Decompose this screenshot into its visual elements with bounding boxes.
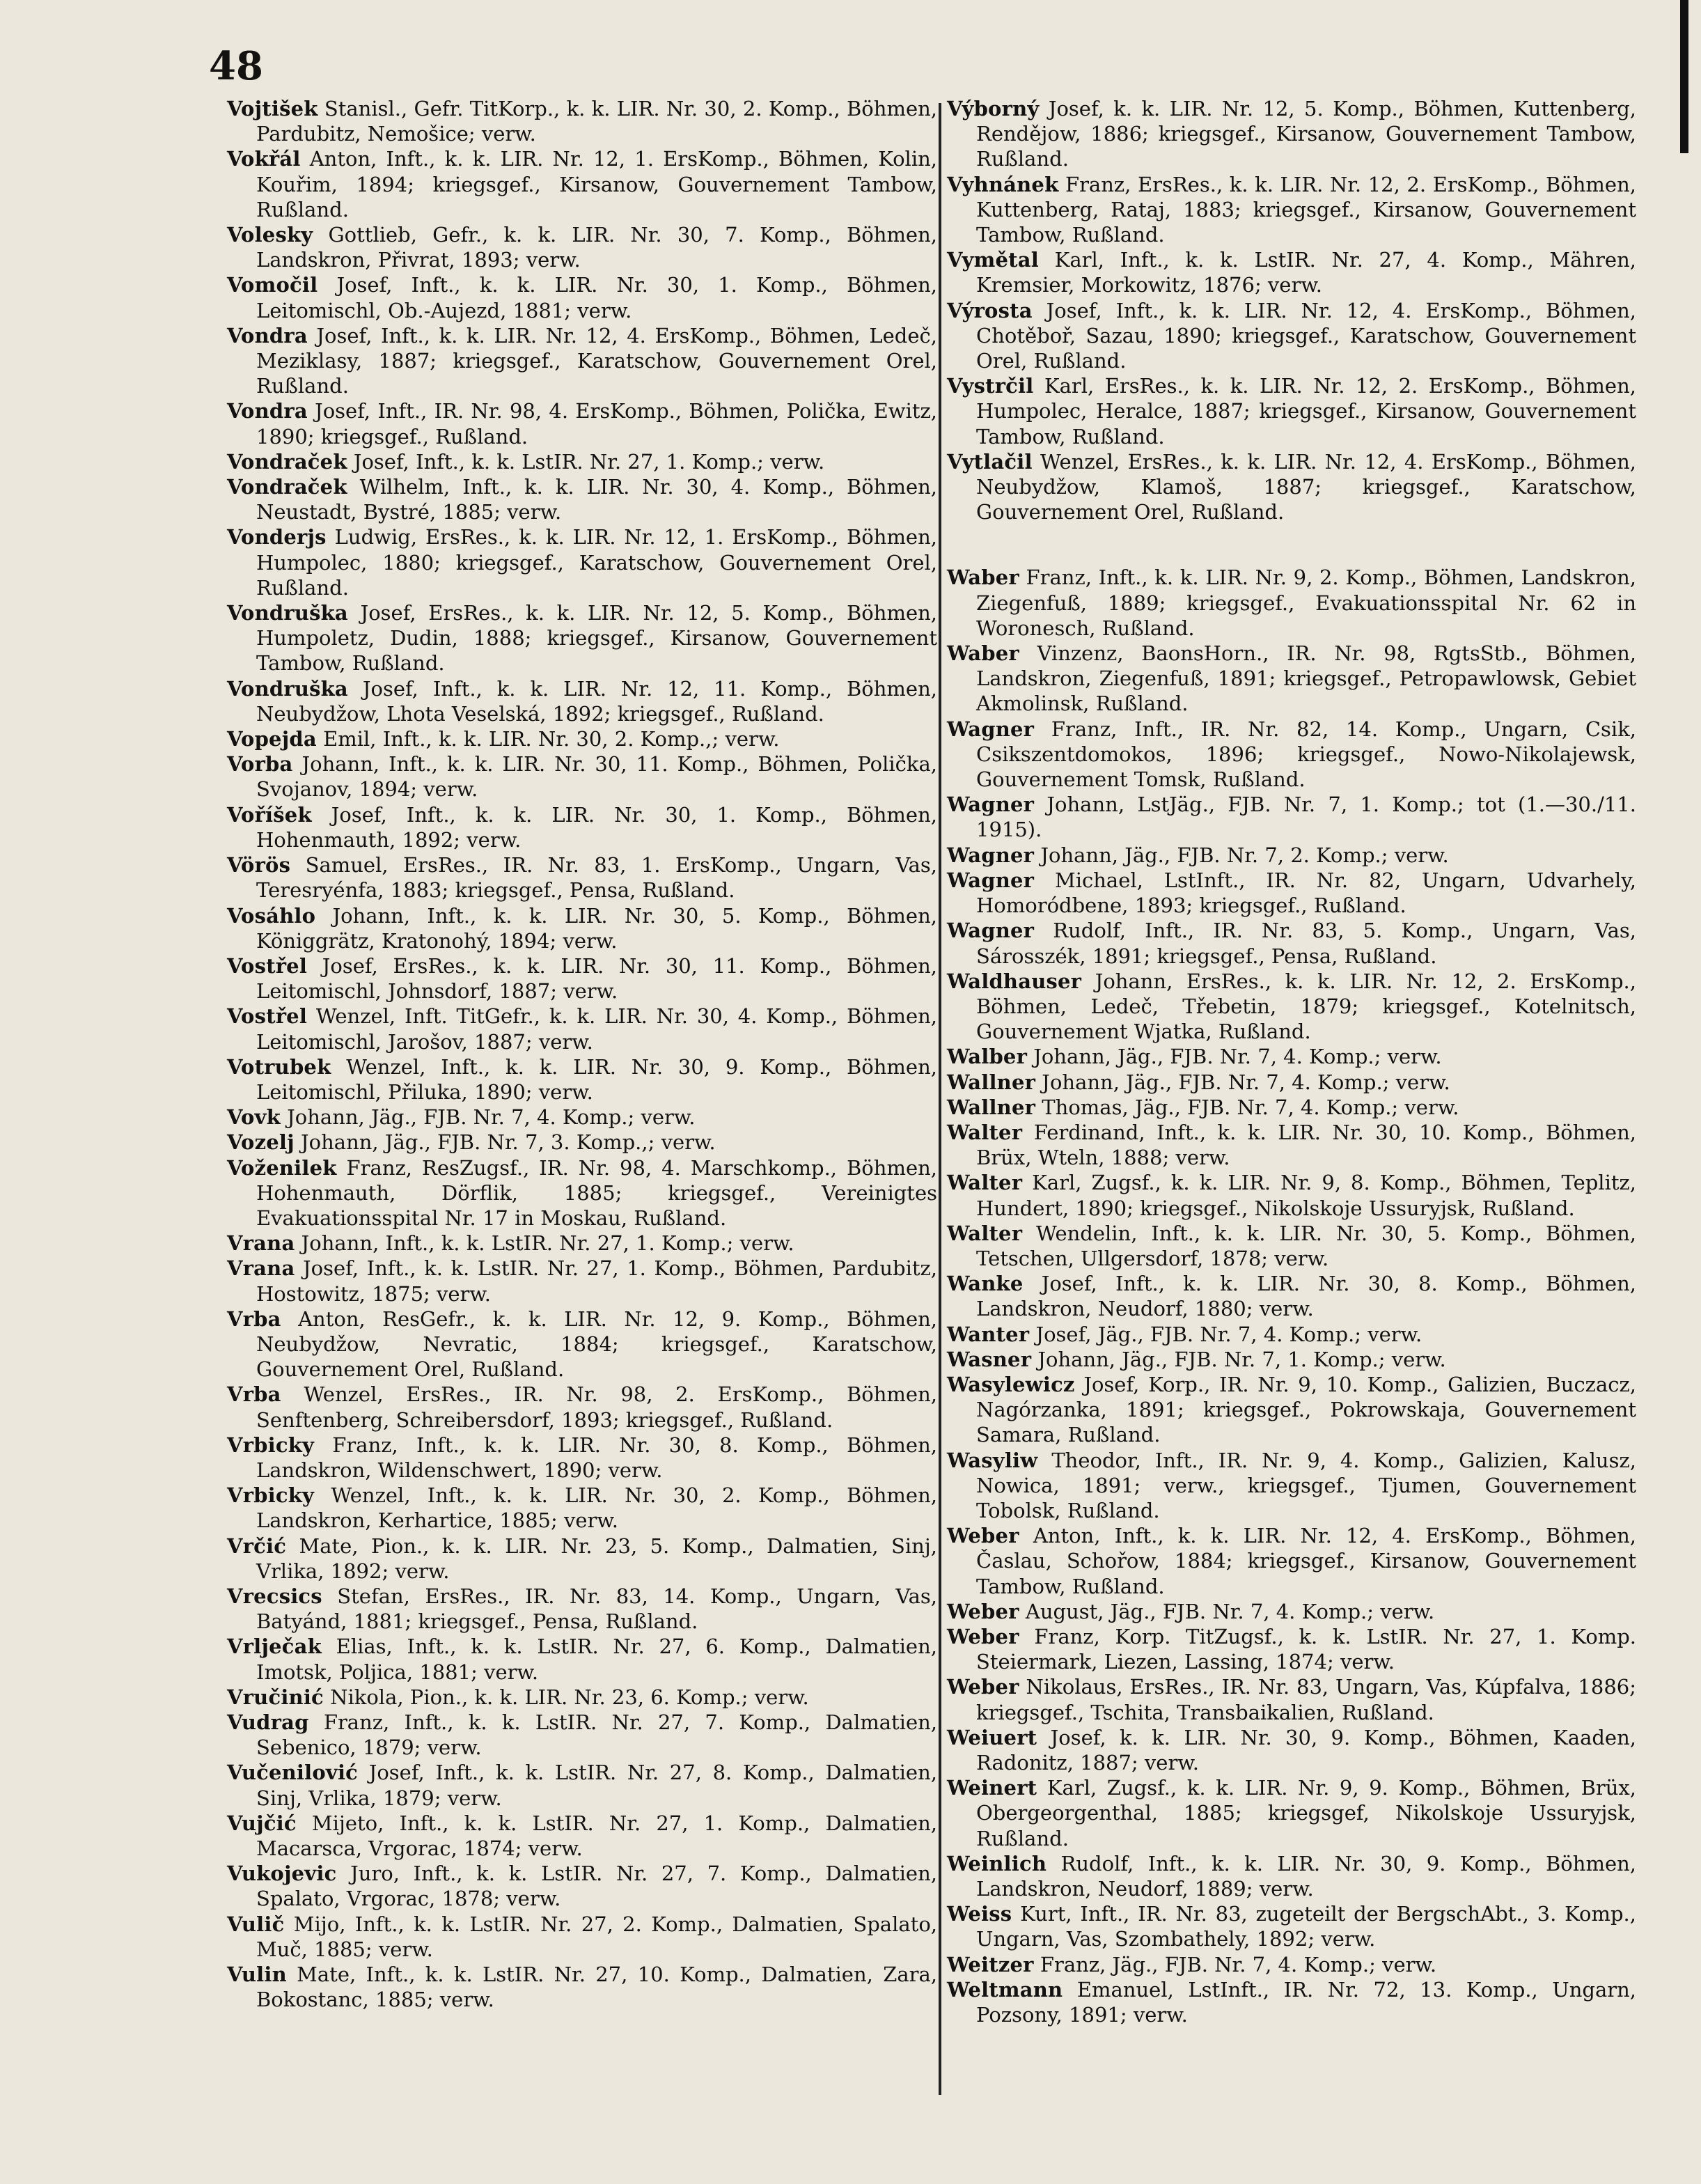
entry-surname: Vručinić [227,1685,324,1709]
list-entry [227,1760,937,1810]
list-entry [947,96,1636,172]
entry-details: Josef, Jäg., FJB. Nr. 7, 4. Komp.; verw. [1029,1322,1422,1346]
list-entry [227,1130,937,1155]
list-entry [227,676,937,726]
entry-surname: Weiss [947,1902,1012,1926]
entry-details: Josef, Inft., k. k. LIR. Nr. 12, 4. ErsKomp., Böhmen, Chotěboř, Sazau, 1890; kriegsgef., Karatschow, Gouvernement Orel, Rußland. [976,298,1636,373]
entry-details: Theodor, Inft., IR. Nr. 9, 4. Komp., Galizien, Kalusz, Nowica, 1891; verw., kriegsgef., Tjumen, Gouvernement Tobolsk, Rußland. [976,1448,1636,1522]
list-entry [227,146,937,222]
entry-surname: Weltmann [947,1977,1063,2002]
entry-details: Josef, Inft., IR. Nr. 98, 4. ErsKomp., Böhmen, Polička, Ewitz, 1890; kriegsgef., Rußland. [256,399,937,448]
entry-surname: Vrecsics [227,1584,322,1608]
list-entry [227,222,937,272]
entry-details: Franz, Inft., k. k. LIR. Nr. 9, 2. Komp., Böhmen, Landskron, Ziegenfuß, 1889; kriegsgef., Evakuationsspital Nr. 62 in Woronesch, Rußland. [976,566,1636,640]
list-entry [227,726,937,751]
list-entry [227,272,937,322]
entry-surname: Vopejda [227,727,317,751]
entry-surname: Wallner [947,1095,1036,1119]
right-column [947,96,1636,2027]
entry-surname: Weber [947,1524,1019,1548]
list-entry [227,1685,937,1710]
list-entry [227,852,937,903]
entry-surname: Wanter [947,1322,1030,1346]
list-entry [227,1231,937,1256]
entry-details: Thomas, Jäg., FJB. Nr. 7, 4. Komp.; verw. [1035,1095,1459,1119]
entry-details: Vinzenz, BaonsHorn., IR. Nr. 98, RgtsStb., Böhmen, Landskron, Ziegenfuß, 1891; kriegsgef., Petropawlowsk, Gebiet Akmolinsk, Rußland. [976,641,1636,716]
entry-surname: Vulin [227,1963,287,1987]
list-entry [227,1004,937,1054]
entry-details: Wenzel, Inft. TitGefr., k. k. LIR. Nr. 30, 4. Komp., Böhmen, Leitomischl, Jarošov, 1887; verw. [256,1004,937,1054]
entry-details: Josef, Inft., k. k. LIR. Nr. 12, 4. ErsKomp., Böhmen, Ledeč, Meziklasy, 1887; kriegsgef., Karatschow, Gouvernement Orel, Rußland. [256,323,937,398]
entry-surname: Wanke [947,1272,1024,1296]
entry-details: Josef, k. k. LIR. Nr. 30, 9. Komp., Böhmen, Kaaden, Radonitz, 1887; verw. [976,1725,1636,1774]
list-entry [947,449,1636,525]
list-entry [227,1811,937,1861]
list-entry [947,717,1636,793]
entry-surname: Weber [947,1624,1019,1648]
list-entry [947,1977,1636,2027]
entry-surname: Vostřel [227,1004,308,1029]
entry-surname: Vrana [227,1231,295,1256]
entry-surname: Vörös [227,853,291,878]
entry-surname: Weinlich [947,1851,1047,1875]
entry-details: Wenzel, Inft., k. k. LIR. Nr. 30, 2. Komp., Böhmen, Landskron, Kerhartice, 1885; verw. [256,1483,937,1533]
page-number: 48 [209,43,263,89]
entry-details: Johann, Jäg., FJB. Nr. 7, 2. Komp.; verw. [1034,843,1449,867]
list-entry [947,918,1636,968]
entry-details: Johann, Jäg., FJB. Nr. 7, 4. Komp.; verw. [280,1105,696,1130]
entry-surname: Wallner [947,1070,1036,1094]
list-entry [947,1674,1636,1724]
list-entry [227,1962,937,2012]
entry-details: Johann, Jäg., FJB. Nr. 7, 4. Komp.; verw. [1035,1070,1450,1094]
entry-details: Franz, Inft., k. k. LIR. Nr. 30, 8. Komp., Böhmen, Landskron, Wildenschwert, 1890; verw. [256,1433,937,1482]
list-entry [947,1372,1636,1448]
entry-details: Josef, Inft., k. k. LIR. Nr. 30, 8. Komp., Böhmen, Landskron, Neudorf, 1880; verw. [976,1272,1636,1321]
entry-surname: Waldhauser [947,969,1082,993]
entry-surname: Vujčić [227,1811,297,1835]
entry-details: Stanisl., Gefr. TitKorp., k. k. LIR. Nr. 30, 2. Komp., Böhmen, Pardubitz, Nemošice; verw. [256,97,937,146]
left-column [227,96,937,2012]
list-entry [227,1054,937,1105]
entry-details: Josef, Inft., k. k. LIR. Nr. 30, 1. Komp., Böhmen, Hohenmauth, 1892; verw. [256,802,937,852]
entry-surname: Vulič [227,1912,285,1936]
list-entry [947,843,1636,868]
entry-surname: Vozelj [227,1130,295,1155]
list-entry [227,474,937,524]
entry-details: Johann, Jäg., FJB. Nr. 7, 3. Komp.,; verw. [294,1130,716,1155]
entry-details: Johann, Inft., k. k. LIR. Nr. 30, 11. Komp., Böhmen, Polička, Svojanov, 1894; verw. [256,752,937,802]
list-entry [227,1382,937,1432]
entry-list-w [947,565,1636,2027]
list-entry [947,641,1636,717]
entry-details: Franz, Inft., k. k. LstIR. Nr. 27, 7. Komp., Dalmatien, Sebenico, 1879; verw. [256,1710,937,1760]
entry-surname: Wagner [947,919,1035,943]
list-entry [947,1523,1636,1599]
list-entry [947,565,1636,641]
entry-details: Anton, Inft., k. k. LIR. Nr. 12, 4. ErsKomp., Böhmen, Časlau, Schořow, 1884; kriegsgef., Kirsanow, Gouvernement Tambow, Rußland. [976,1524,1636,1598]
list-entry [227,1483,937,1533]
entry-details: Franz, Inft., IR. Nr. 82, 14. Komp., Ungarn, Csik, Csikszentdomokos, 1896; kriegsgef., Nowo-Nikolajewsk, Gouvernement Tomsk, Rußland. [976,717,1636,792]
entry-surname: Weinert [947,1776,1037,1800]
list-entry [947,1624,1636,1674]
list-entry [227,802,937,852]
entry-details: Karl, ErsRes., k. k. LIR. Nr. 12, 2. ErsKomp., Böhmen, Humpolec, Heralce, 1887; kriegsgef., Kirsanow, Gouvernement Tambow, Rußland. [976,374,1636,448]
list-entry [947,1347,1636,1372]
entry-details: Johann, LstJäg., FJB. Nr. 7, 1. Komp.; tot (1.—30./11. 1915). [976,793,1636,842]
list-entry [227,96,937,146]
list-entry [947,868,1636,918]
column-divider [939,103,941,2095]
entry-details: Josef, Inft., k. k. LstIR. Nr. 27, 1. Komp., Böhmen, Pardubitz, Hostowitz, 1875; verw. [256,1256,937,1306]
entry-details: Franz, ResZugsf., IR. Nr. 98, 4. Marschkomp., Böhmen, Hohenmauth, Dörflik, 1885; kriegsgef., Vereinigtes Evakuationsspital Nr. 17 in Moskau, Rußland. [256,1155,937,1230]
entry-details: Josef, Inft., k. k. LstIR. Nr. 27, 1. Komp.; verw. [347,449,825,474]
entry-details: Mijo, Inft., k. k. LstIR. Nr. 27, 2. Komp., Dalmatien, Spalato, Muč, 1885; verw. [256,1912,937,1961]
list-entry [227,449,937,474]
entry-surname: Vukojevic [227,1862,337,1886]
list-entry [227,1433,937,1483]
entry-details: Rudolf, Inft., IR. Nr. 83, 5. Komp., Ungarn, Vas, Sárosszék, 1891; kriegsgef., Pensa, Rußland. [976,919,1636,968]
entry-surname: Walter [947,1120,1023,1144]
entry-details: Stefan, ErsRes., IR. Nr. 83, 14. Komp., Ungarn, Vas, Batyánd, 1881; kriegsgef., Pensa, Rußland. [256,1584,937,1634]
list-entry [227,524,937,600]
entry-surname: Volesky [227,223,313,247]
list-entry [227,600,937,676]
entry-surname: Vondraček [227,475,347,499]
entry-surname: Vondra [227,323,308,348]
entry-details: Nikola, Pion., k. k. LIR. Nr. 23, 6. Komp.; verw. [323,1685,809,1709]
entry-surname: Vondruška [227,601,348,625]
list-entry [227,1912,937,1962]
entry-details: Elias, Inft., k. k. LstIR. Nr. 27, 6. Komp., Dalmatien, Imotsk, Poljica, 1881; verw. [256,1635,937,1684]
entry-surname: Weber [947,1599,1019,1623]
entry-surname: Walter [947,1171,1023,1195]
entry-details: Franz, Jäg., FJB. Nr. 7, 4. Komp.; verw. [1033,1952,1437,1976]
list-entry [947,1095,1636,1120]
entry-surname: Vrbicky [227,1483,315,1508]
entry-surname: Vondraček [227,449,347,474]
entry-surname: Vonderjs [227,525,327,549]
entry-surname: Votrubek [227,1054,331,1079]
entry-details: Anton, ResGefr., k. k. LIR. Nr. 12, 9. Komp., Böhmen, Neubydžow, Nevratic, 1884; kriegsgef., Karatschow, Gouvernement Orel, Rußland. [256,1306,937,1382]
list-entry [947,1070,1636,1095]
entry-surname: Vrlječak [227,1635,322,1659]
entry-surname: Výrosta [947,298,1033,322]
entry-surname: Wagner [947,717,1035,741]
entry-surname: Wasner [947,1347,1032,1371]
entry-surname: Wasylewicz [947,1372,1075,1396]
entry-details: Juro, Inft., k. k. LstIR. Nr. 27, 7. Komp., Dalmatien, Spalato, Vrgorac, 1878; verw. [256,1862,937,1911]
list-entry [947,1044,1636,1069]
entry-surname: Vondruška [227,676,348,701]
list-entry [947,969,1636,1045]
list-entry [947,1901,1636,1951]
entry-details: Wenzel, ErsRes., k. k. LIR. Nr. 12, 4. ErsKomp., Böhmen, Neubydžow, Klamoš, 1887; kriegsgef., Karatschow, Gouvernement Orel, Rußland. [976,449,1636,524]
entry-details: Johann, ErsRes., k. k. LIR. Nr. 12, 2. ErsKomp., Böhmen, Ledeč, Třebetin, 1879; kriegsgef., Kotelnitsch, Gouvernement Wjatka, Rußland. [976,969,1636,1044]
entry-surname: Vudrag [227,1710,309,1734]
entry-details: Franz, Korp. TitZugsf., k. k. LstIR. Nr. 27, 1. Komp. Steiermark, Liezen, Lassing, 1874; verw. [976,1624,1636,1674]
entry-details: Wilhelm, Inft., k. k. LIR. Nr. 30, 4. Komp., Böhmen, Neustadt, Bystré, 1885; verw. [256,475,937,524]
entry-details: Emanuel, LstInft., IR. Nr. 72, 13. Komp., Ungarn, Pozsony, 1891; verw. [976,1977,1636,2027]
entry-details: Johann, Jäg., FJB. Nr. 7, 4. Komp.; verw. [1027,1045,1442,1069]
list-entry [947,1170,1636,1220]
entry-surname: Vymětal [947,248,1039,272]
entry-surname: Vomočil [227,273,318,297]
entry-surname: Wagner [947,793,1035,817]
entry-details: Karl, Zugsf., k. k. LIR. Nr. 9, 8. Komp., Böhmen, Teplitz, Hundert, 1890; kriegsgef., Nikolskoje Ussuryjsk, Rußland. [976,1171,1636,1220]
entry-surname: Weiuert [947,1725,1037,1749]
list-entry [947,1851,1636,1901]
entry-surname: Vrba [227,1382,281,1407]
entry-surname: Vosáhlo [227,903,316,928]
list-entry [947,247,1636,297]
entry-surname: Voženilek [227,1155,337,1180]
entry-list [227,96,937,2012]
entry-surname: Vrčić [227,1534,287,1558]
list-entry [947,1952,1636,1977]
entry-details: Kurt, Inft., IR. Nr. 83, zugeteilt der BergschAbt., 3. Komp., Ungarn, Vas, Szombathely, 1892; verw. [976,1902,1636,1951]
entry-details: Ludwig, ErsRes., k. k. LIR. Nr. 12, 1. ErsKomp., Böhmen, Humpolec, 1880; kriegsgef., Karatschow, Gouvernement Orel, Rußland. [256,525,937,600]
entry-surname: Vučenilović [227,1761,359,1785]
list-entry [227,1155,937,1231]
entry-surname: Výborný [947,97,1040,120]
list-entry [227,1105,937,1130]
entry-details: Franz, ErsRes., k. k. LIR. Nr. 12, 2. ErsKomp., Böhmen, Kuttenberg, Rataj, 1883; kriegsgef., Kirsanow, Gouvernement Tambow, Rußland. [976,172,1636,247]
list-entry [947,1322,1636,1347]
entry-surname: Weitzer [947,1952,1034,1976]
list-entry [227,1710,937,1760]
entry-surname: Vovk [227,1105,281,1130]
list-entry [227,1861,937,1911]
entry-details: Karl, Inft., k. k. LstIR. Nr. 27, 4. Komp., Mähren, Kremsier, Morkowitz, 1876; verw. [976,248,1636,297]
list-entry [947,373,1636,449]
entry-surname: Vrbicky [227,1433,315,1457]
entry-details: Johann, Inft., k. k. LstIR. Nr. 27, 1. Komp.; verw. [295,1231,794,1256]
entry-details: Josef, Inft., k. k. LIR. Nr. 30, 1. Komp., Böhmen, Leitomischl, Ob.-Aujezd, 1881; verw. [256,273,937,322]
entry-surname: Wagner [947,868,1035,892]
entry-surname: Vystrčil [947,374,1034,398]
page-edge-shadow [1680,0,1688,153]
list-entry [227,1634,937,1684]
entry-surname: Vondra [227,399,308,423]
list-entry [227,398,937,448]
list-entry [227,1534,937,1584]
entry-details: Josef, ErsRes., k. k. LIR. Nr. 12, 5. Komp., Böhmen, Humpoletz, Dudin, 1888; kriegsgef., Kirsanow, Gouvernement Tambow, Rußland. [256,601,937,676]
entry-surname: Wasyliw [947,1448,1038,1472]
entry-details: Josef, k. k. LIR. Nr. 12, 5. Komp., Böhmen, Kuttenberg, Rendějow, 1886; kriegsgef., Kirsanow, Gouvernement Tambow, Rußland. [976,97,1636,171]
list-entry [227,953,937,1004]
entry-details: Gottlieb, Gefr., k. k. LIR. Nr. 30, 7. Komp., Böhmen, Landskron, Přivrat, 1893; verw. [256,223,937,272]
entry-details: August, Jäg., FJB. Nr. 7, 4. Komp.; verw. [1019,1599,1435,1623]
entry-details: Mijeto, Inft., k. k. LstIR. Nr. 27, 1. Komp., Dalmatien, Macarsca, Vrgorac, 1874; verw. [256,1811,937,1861]
entry-surname: Vokřál [227,147,301,171]
entry-surname: Vrana [227,1256,295,1281]
list-entry [947,1221,1636,1271]
entry-surname: Waber [947,566,1019,590]
list-entry [947,1599,1636,1624]
entry-surname: Vyhnánek [947,172,1059,196]
entry-details: Josef, Korp., IR. Nr. 9, 10. Komp., Galizien, Buczacz, Nagórzanka, 1891; kriegsgef., Pokrowskaja, Gouvernement Samara, Rußland. [976,1372,1636,1447]
entry-surname: Wagner [947,843,1035,867]
list-entry [227,1306,937,1382]
list-entry [227,323,937,399]
entry-surname: Walber [947,1045,1028,1069]
entry-surname: Waber [947,641,1019,666]
entry-surname: Vojtišek [227,97,318,120]
list-entry [227,1256,937,1306]
entry-surname: Vytlačil [947,449,1033,474]
entry-details: Nikolaus, ErsRes., IR. Nr. 83, Ungarn, Vas, Kúpfalva, 1886; kriegsgef., Tschita, Transbaikalien, Rußland. [976,1675,1636,1724]
entry-surname: Vostřel [227,953,308,978]
entry-details: Anton, Inft., k. k. LIR. Nr. 12, 1. ErsKomp., Böhmen, Kolin, Kouřim, 1894; kriegsgef., Kirsanow, Gouvernement Tambow, Rußland. [256,147,937,221]
entry-details: Johann, Inft., k. k. LIR. Nr. 30, 5. Komp., Böhmen, Königgrätz, Kratonohý, 1894; verw. [256,903,937,953]
entry-surname: Vrba [227,1306,281,1331]
entry-details: Johann, Jäg., FJB. Nr. 7, 1. Komp.; verw. [1031,1347,1446,1371]
entry-details: Josef, Inft., k. k. LIR. Nr. 12, 11. Komp., Böhmen, Neubydžow, Lhota Veselská, 1892; kriegsgef., Rußland. [256,676,937,726]
entry-details: Wenzel, ErsRes., IR. Nr. 98, 2. ErsKomp., Böhmen, Senftenberg, Schreibersdorf, 1893; kriegsgef., Rußland. [256,1382,937,1432]
entry-details: Karl, Zugsf., k. k. LIR. Nr. 9, 9. Komp., Böhmen, Brüx, Obergeorgenthal, 1885; kriegsgef, Nikolskoje Ussuryjsk, Rußland. [976,1776,1636,1850]
entry-details: Mate, Inft., k. k. LstIR. Nr. 27, 10. Komp., Dalmatien, Zara, Bokostanc, 1885; verw. [256,1963,937,2012]
list-entry [947,172,1636,248]
list-entry [947,1448,1636,1524]
entry-details: Wenzel, Inft., k. k. LIR. Nr. 30, 9. Komp., Böhmen, Leitomischl, Přiluka, 1890; verw. [256,1054,937,1104]
entry-details: Rudolf, Inft., k. k. LIR. Nr. 30, 9. Komp., Böhmen, Landskron, Neudorf, 1889; verw. [976,1851,1636,1901]
entry-details: Michael, LstInft., IR. Nr. 82, Ungarn, Udvarhely, Homoródbene, 1893; kriegsgef., Rußland. [976,868,1636,918]
list-entry [947,1271,1636,1321]
entry-details: Mate, Pion., k. k. LIR. Nr. 23, 5. Komp., Dalmatien, Sinj, Vrlika, 1892; verw. [256,1534,937,1583]
list-entry [947,1120,1636,1170]
entry-list-v [947,96,1636,524]
entry-details: Josef, Inft., k. k. LstIR. Nr. 27, 8. Komp., Dalmatien, Sinj, Vrlika, 1879; verw. [256,1761,937,1810]
entry-surname: Voříšek [227,802,312,827]
entry-surname: Vorba [227,752,293,777]
list-entry [227,903,937,953]
list-entry [227,751,937,802]
entry-details: Ferdinand, Inft., k. k. LIR. Nr. 30, 10. Komp., Böhmen, Brüx, Wteln, 1888; verw. [976,1120,1636,1170]
list-entry [227,1584,937,1634]
list-entry [947,298,1636,374]
entry-details: Samuel, ErsRes., IR. Nr. 83, 1. ErsKomp., Ungarn, Vas, Teresryénfa, 1883; kriegsgef., Pensa, Rußland. [256,853,937,903]
entry-surname: Walter [947,1221,1023,1245]
list-entry [947,1775,1636,1851]
list-entry [947,792,1636,842]
entry-surname: Weber [947,1675,1019,1699]
entry-details: Josef, ErsRes., k. k. LIR. Nr. 30, 11. Komp., Böhmen, Leitomischl, Johnsdorf, 1887; verw. [256,953,937,1004]
entry-details: Wendelin, Inft., k. k. LIR. Nr. 30, 5. Komp., Böhmen, Tetschen, Ullgersdorf, 1878; verw. [976,1221,1636,1270]
entry-details: Emil, Inft., k. k. LIR. Nr. 30, 2. Komp.,; verw. [316,727,780,751]
list-entry [947,1725,1636,1775]
